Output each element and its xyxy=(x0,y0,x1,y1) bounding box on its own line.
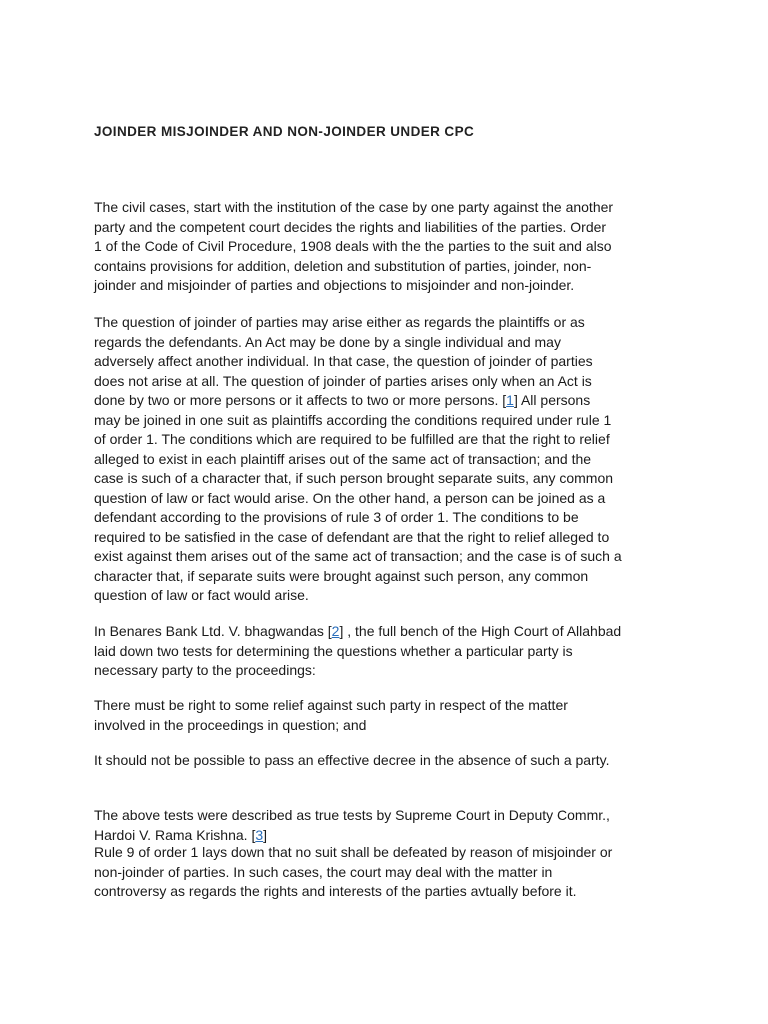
text-line xyxy=(94,642,621,662)
text-line xyxy=(94,843,612,863)
text-line xyxy=(94,882,612,902)
text-line xyxy=(94,352,622,372)
line-text: In Benares Bank Ltd. V. bhagwandas [ xyxy=(94,623,332,639)
text-line xyxy=(94,863,612,883)
text-line xyxy=(94,528,622,548)
text-line xyxy=(94,547,622,567)
line-text: The question of joinder of parties may arise either as regards the plaintiffs or as xyxy=(94,314,585,330)
paragraph xyxy=(94,696,568,735)
text-line xyxy=(94,508,622,528)
line-text: necessary party to the proceedings: xyxy=(94,662,316,678)
line-text: required to be satisfied in the case of defendant are that the right to relief alleged to xyxy=(94,528,610,545)
paragraph xyxy=(94,622,621,681)
line-text: defendant according to the provisions of rule 3 of order 1. The conditions to be xyxy=(94,509,579,525)
footnote-link[interactable]: 2 xyxy=(331,623,340,639)
text-line xyxy=(94,218,613,238)
line-text: ] , the full bench of the High Court of Allahbad xyxy=(339,623,622,639)
line-text: case is such of a character that, if such person brought separate suits, any common xyxy=(94,470,614,486)
paragraph xyxy=(94,806,610,845)
text-line xyxy=(94,237,613,257)
line-text: There must be right to some relief against such party in respect of the matter xyxy=(94,697,568,713)
text-line xyxy=(94,806,610,826)
line-text: question of law or fact would arise. xyxy=(94,587,309,603)
line-text: of order 1. The conditions which are required to be fulfilled are that the right to relief xyxy=(94,431,610,447)
line-text: The above tests were described as true tests by Supreme Court in Deputy Commr., xyxy=(94,807,610,823)
line-text: ] All persons xyxy=(513,392,591,408)
text-line xyxy=(94,333,622,353)
text-line xyxy=(94,198,613,218)
document-title: JOINDER MISJOINDER AND NON-JOINDER UNDER CPC xyxy=(94,124,475,139)
text-line xyxy=(94,313,622,333)
text-line xyxy=(94,430,622,450)
line-text: ] xyxy=(263,826,268,843)
text-line xyxy=(94,257,613,277)
text-line xyxy=(94,489,622,509)
footnote-link[interactable]: 1 xyxy=(506,392,514,408)
paragraph xyxy=(94,843,612,902)
line-text: non-joinder of parties. In such cases, the court may deal with the matter in xyxy=(94,863,553,880)
line-text: exist against them arises out of the same act of transaction; and the case is of such a xyxy=(94,548,622,564)
line-text: controversy as regards the rights and interests of the parties avtually before it. xyxy=(94,883,577,899)
text-line xyxy=(94,751,609,771)
line-text: Hardoi V. Rama Krishna. [ xyxy=(94,826,256,843)
line-text: question of law or fact would arise. On the other hand, a person can be joined as a xyxy=(94,489,606,506)
line-text: contains provisions for addition, deletion and substitution of parties, joinder, non- xyxy=(94,257,592,274)
line-text: done by two or more persons or it affects to two or more persons. [ xyxy=(94,392,507,408)
line-text: It should not be possible to pass an effective decree in the absence of such a party. xyxy=(94,752,610,768)
line-text: regards the defendants. An Act may be done by a single individual and may xyxy=(94,333,561,350)
text-line xyxy=(94,469,622,489)
line-text: does not arise at all. The question of joinder of parties arises only when an Act is xyxy=(94,372,592,389)
line-text: alleged to exist in each plaintiff arises out of the same act of transaction; and the xyxy=(94,450,592,467)
text-line xyxy=(94,696,568,716)
line-text: laid down two tests for determining the questions whether a particular party is xyxy=(94,642,573,659)
line-text: 1 of the Code of Civil Procedure, 1908 deals with the the parties to the suit and also xyxy=(94,238,612,254)
line-text: adversely affect another individual. In that case, the question of joinder of parties xyxy=(94,353,593,369)
line-text: Rule 9 of order 1 lays down that no suit shall be defeated by reason of misjoinder or xyxy=(94,844,613,860)
line-text: joinder and misjoinder of parties and objections to misjoinder and non-joinder. xyxy=(94,277,575,293)
text-line xyxy=(94,622,621,642)
line-text: The civil cases, start with the institution of the case by one party against the another xyxy=(94,199,614,215)
text-line xyxy=(94,372,622,392)
line-text: character that, if separate suits were brought against such person, any common xyxy=(94,567,589,584)
text-line xyxy=(94,411,622,431)
text-line xyxy=(94,661,621,681)
text-line xyxy=(94,391,622,411)
paragraph xyxy=(94,313,622,606)
paragraph xyxy=(94,751,609,771)
footnote-link[interactable]: 3 xyxy=(255,826,264,843)
text-line xyxy=(94,716,568,736)
line-text: may be joined in one suit as plaintiffs according the conditions required under rule 1 xyxy=(94,411,612,428)
paragraph xyxy=(94,198,613,296)
text-line xyxy=(94,586,622,606)
text-line xyxy=(94,276,613,296)
text-line xyxy=(94,450,622,470)
line-text: involved in the proceedings in question; and xyxy=(94,716,367,733)
line-text: party and the competent court decides the rights and liabilities of the parties. Order xyxy=(94,218,607,235)
text-line xyxy=(94,567,622,587)
